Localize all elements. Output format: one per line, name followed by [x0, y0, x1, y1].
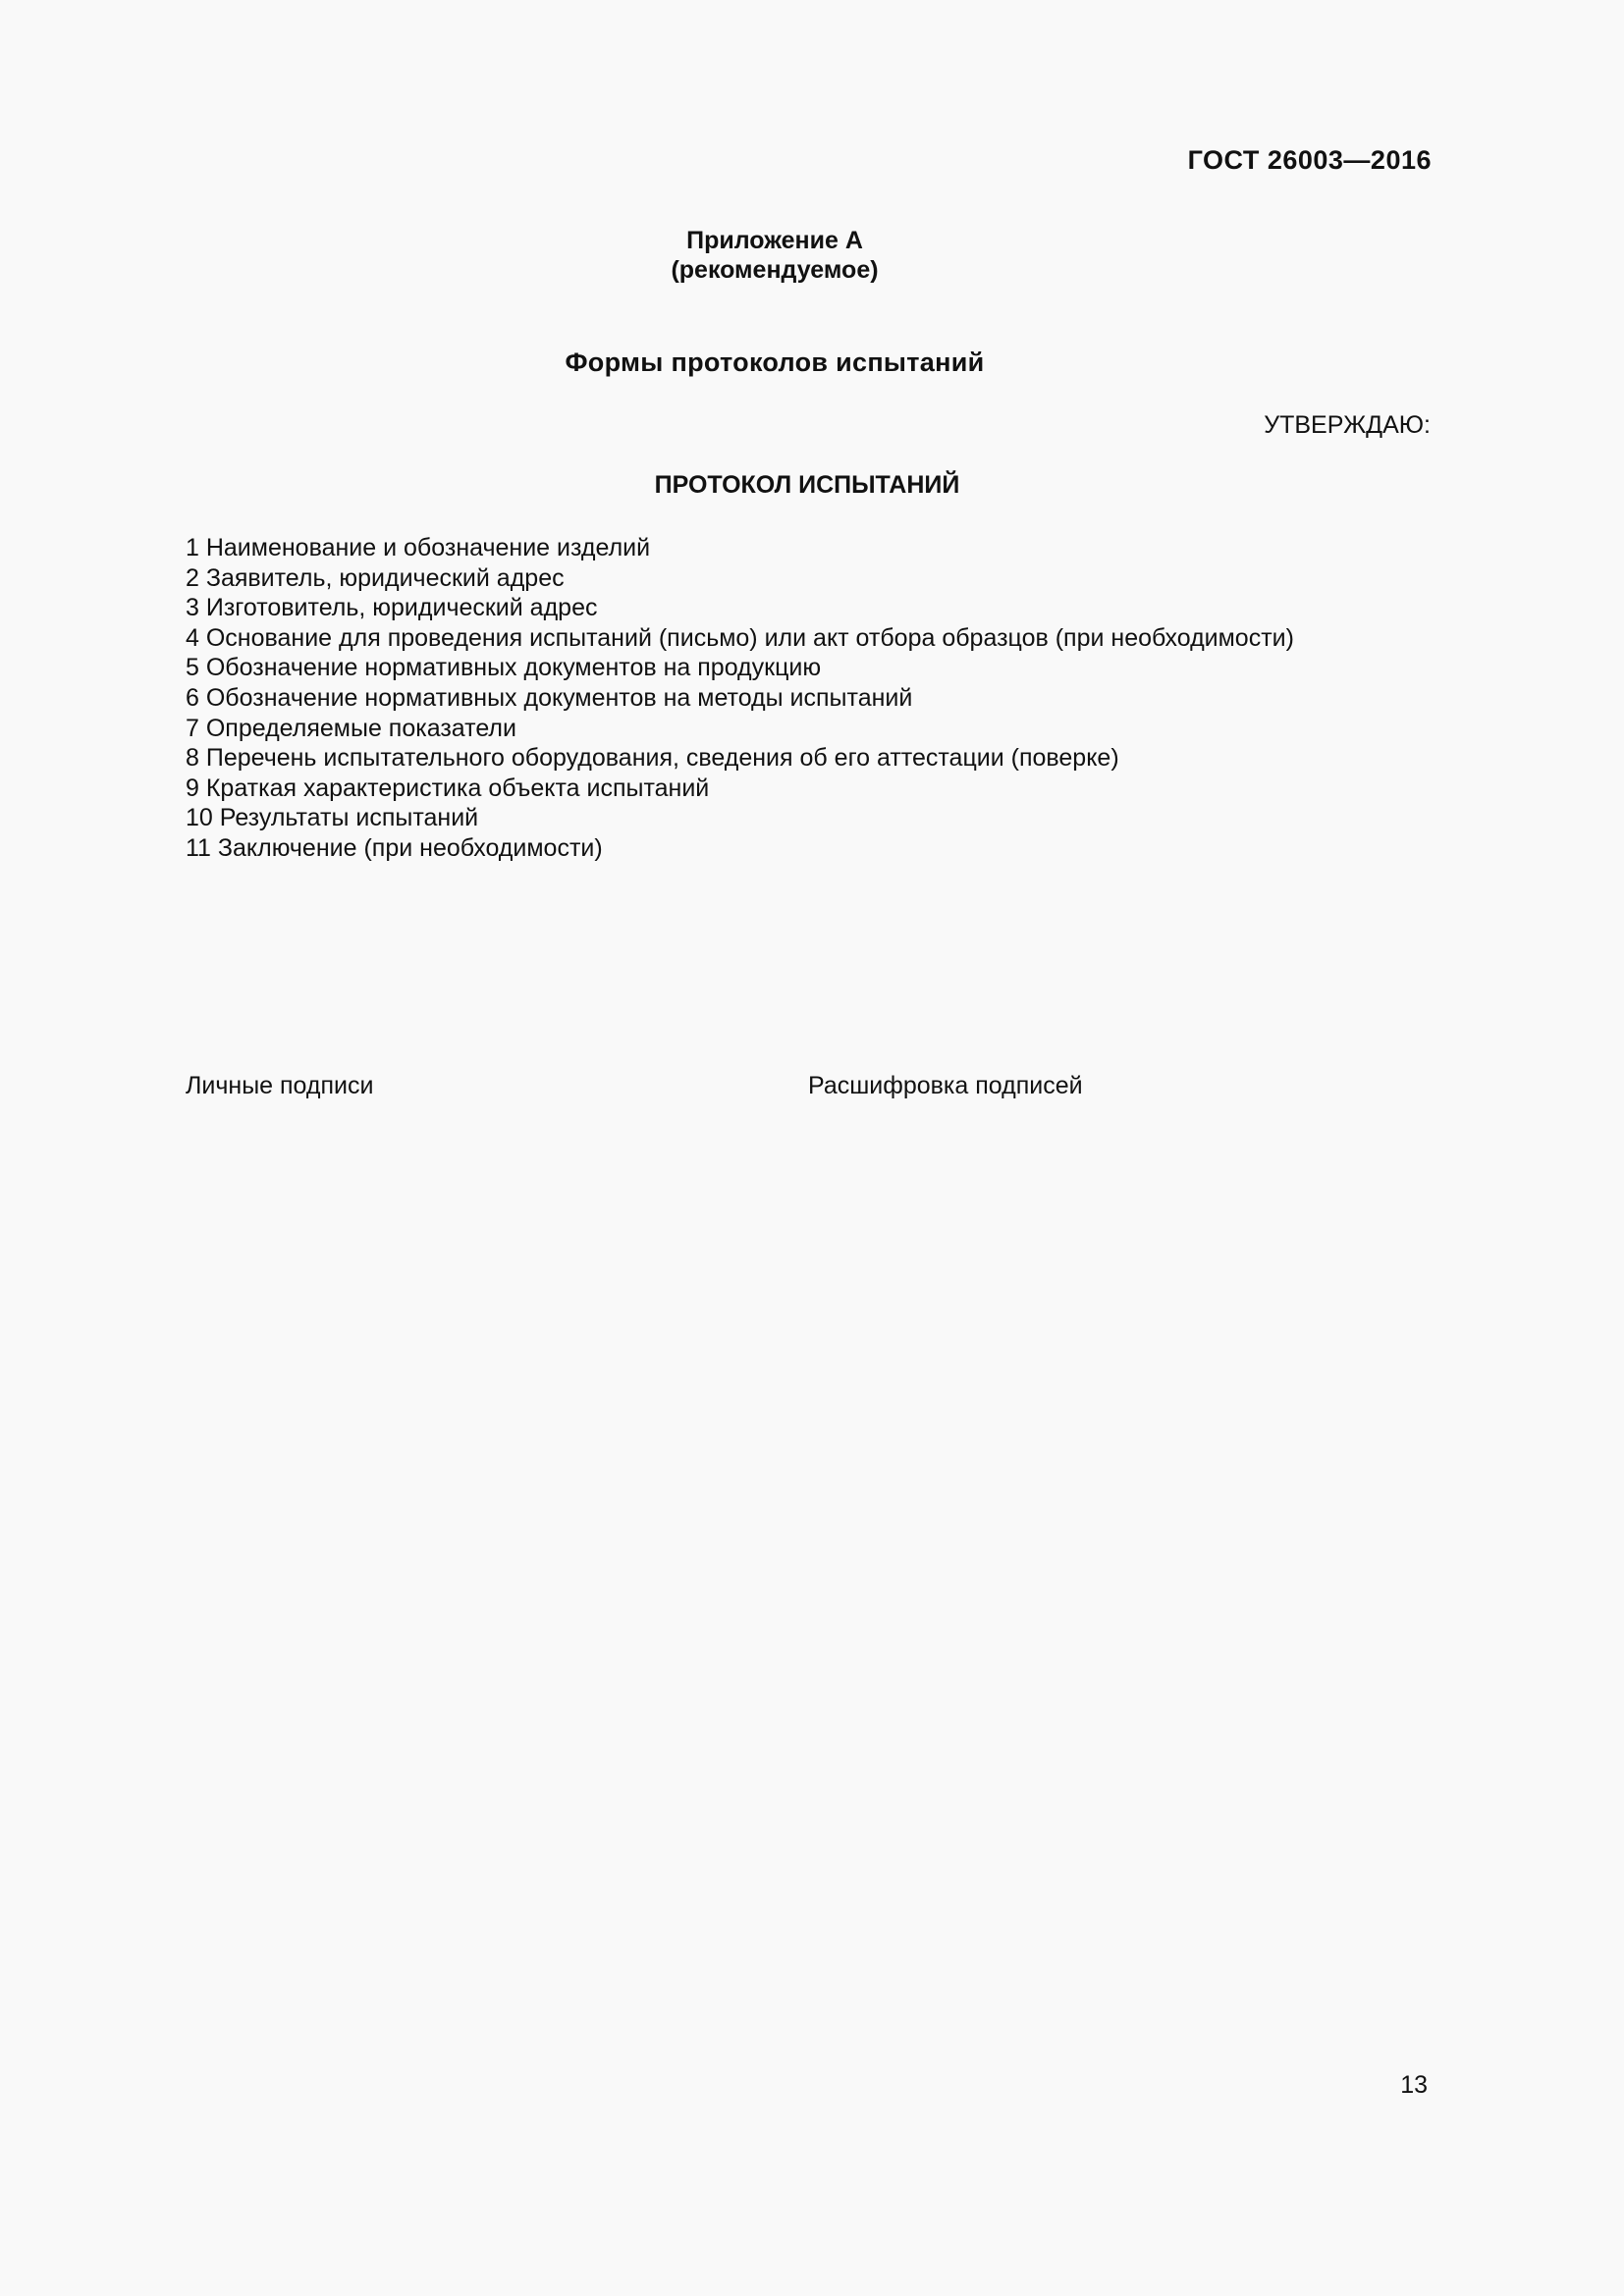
section-title: Формы протоколов испытаний: [565, 347, 985, 377]
approve-label: УТВЕРЖДАЮ:: [1264, 411, 1431, 439]
personal-signatures-label: Личные подписи: [186, 1072, 374, 1099]
list-item: 8 Перечень испытательного оборудования, сведения об его аттестации (поверке): [186, 744, 1119, 773]
appendix-status: (рекомендуемое): [671, 256, 879, 284]
protocol-items-list: [186, 533, 1294, 864]
list-item: 2 Заявитель, юридический адрес: [186, 563, 565, 592]
list-item: 10 Результаты испытаний: [186, 804, 479, 832]
list-item: 9 Краткая характеристика объекта испытаний: [186, 774, 710, 802]
list-item: 5 Обозначение нормативных документов на продукцию: [186, 654, 822, 682]
signature-decoding-label: Расшифровка подписей: [808, 1072, 1083, 1099]
list-item: 7 Определяемые показатели: [186, 714, 516, 742]
protocol-title: ПРОТОКОЛ ИСПЫТАНИЙ: [654, 471, 960, 499]
appendix-title: Приложение А: [686, 227, 863, 254]
list-item: 1 Наименование и обозначение изделий: [186, 534, 651, 561]
appendix-heading: [0, 226, 1549, 285]
list-item: 4 Основание для проведения испытаний (письмо) или акт отбора образцов (при необходимости): [186, 623, 1294, 652]
list-item: 11 Заключение (при необходимости): [186, 833, 603, 862]
list-item: 6 Обозначение нормативных документов на методы испытаний: [186, 683, 913, 712]
list-item: 3 Изготовитель, юридический адрес: [186, 594, 598, 622]
page-number: 13: [1400, 2071, 1428, 2099]
document-code: ГОСТ 26003—2016: [1187, 145, 1432, 175]
